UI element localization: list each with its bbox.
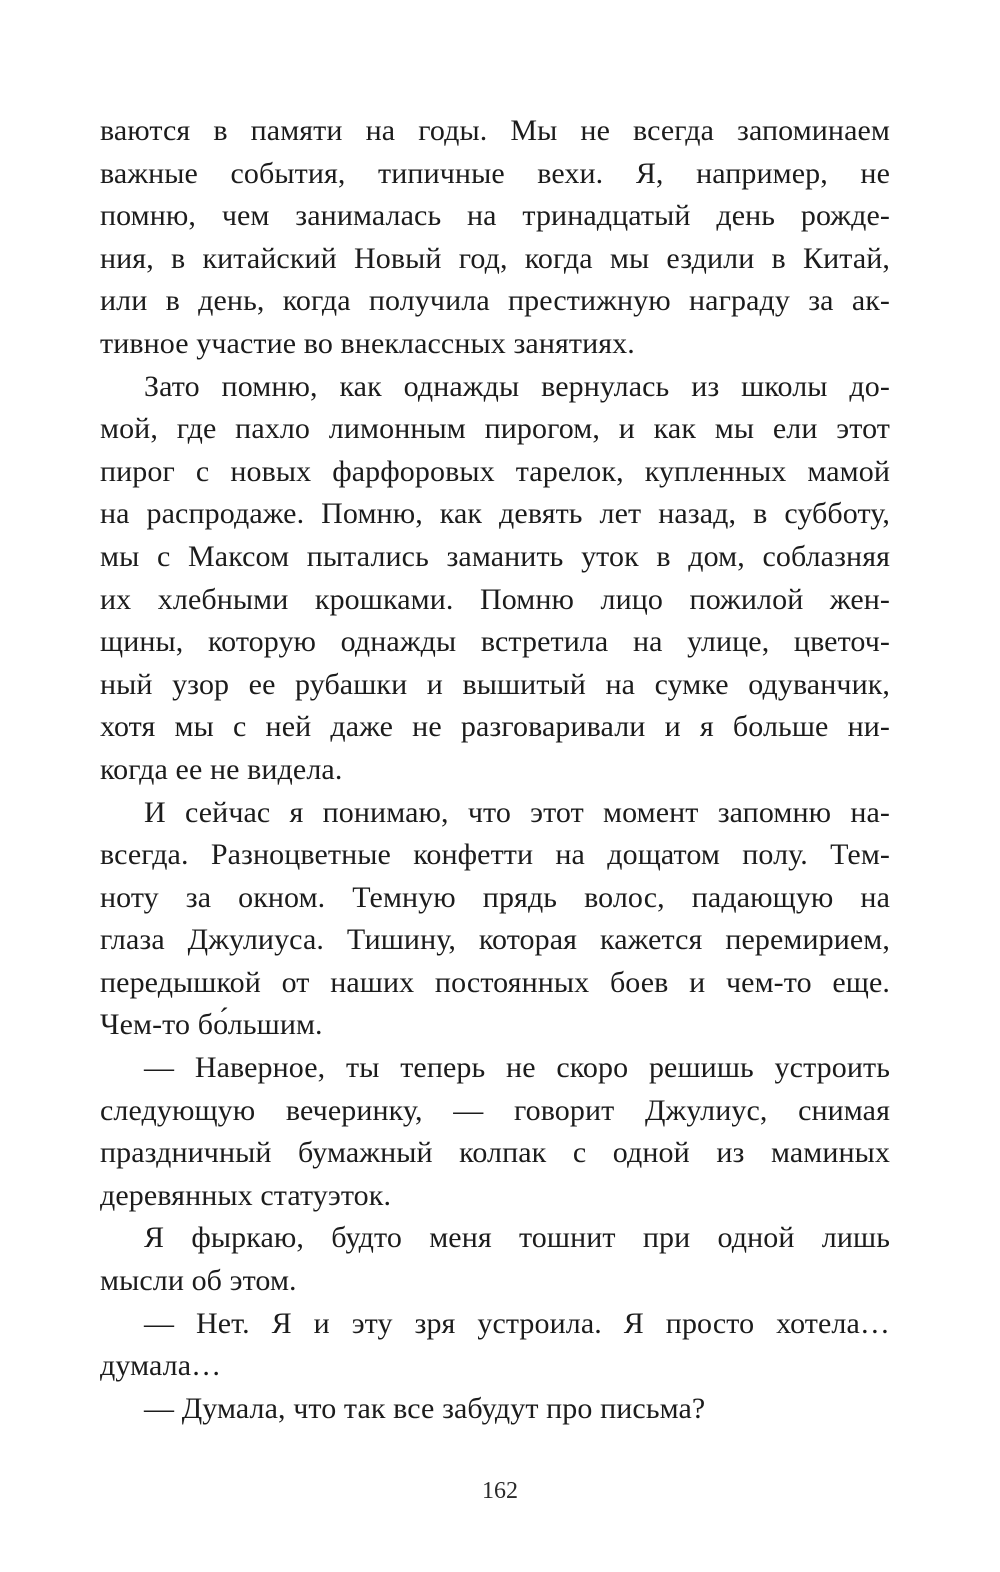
text-line: хотя мы с ней даже не разговаривали и я больше ни- [100,710,890,744]
page-number: 162 [482,1478,518,1504]
text-line: на распродаже. Помню, как девять лет назад, в субботу, [100,497,890,531]
text-line: — Нет. Я и эту зря устроила. Я просто хотела… [144,1306,890,1340]
text-line: щины, которую однажды встретила на улице, цветоч- [100,625,890,659]
text-line: тивное участие во внеклассных занятиях. [100,326,635,360]
text-line: ния, в китайский Новый год, когда мы ездили в Китай, [100,241,890,275]
text-line: важные события, типичные вехи. Я, например, не [100,156,890,190]
text-line: мы с Максом пытались заманить уток в дом, соблазняя [100,539,890,573]
text-line: ваются в памяти на годы. Мы не всегда запоминаем [100,114,890,147]
page-body-text [100,110,890,1430]
text-line: И сейчас я понимаю, что этот момент запомню на- [144,795,890,829]
text-line: передышкой от наших постоянных боев и чем-то еще. [100,965,890,999]
text-line: Зато помню, как однажды вернулась из школы до- [144,369,890,403]
text-line: деревянных статуэток. [100,1178,392,1212]
text-line: Чем-то бо́льшим. [100,1008,323,1042]
text-line: пирог с новых фарфоровых тарелок, купленных мамой [100,454,890,488]
text-line: праздничный бумажный колпак с одной из маминых [100,1136,890,1170]
text-line: когда ее не видела. [100,752,343,786]
text-line: Я фыркаю, будто меня тошнит при одной лишь [144,1221,890,1255]
text-line: мысли об этом. [100,1264,297,1298]
text-line: или в день, когда получила престижную награду за ак- [100,284,890,318]
text-line: мой, где пахло лимонным пирогом, и как мы ели этот [100,412,890,446]
text-line: глаза Джулиуса. Тишину, которая кажется перемирием, [100,923,890,957]
text-line: всегда. Разноцветные конфетти на дощатом полу. Тем- [100,838,890,872]
text-line: следующую вечеринку, — говорит Джулиус, снимая [100,1093,890,1127]
text-line: ный узор ее рубашки и вышитый на сумке одуванчик, [100,667,890,701]
text-line: их хлебными крошками. Помню лицо пожилой жен- [100,582,890,616]
text-line: помню, чем занималась на тринадцатый день рожде- [100,199,890,233]
text-line: — Наверное, ты теперь не скоро решишь устроить [144,1051,890,1085]
text-line: думала… [100,1349,222,1383]
text-line: — Думала, что так все забудут про письма? [144,1391,706,1425]
text-line: ноту за окном. Темную прядь волос, падающую на [100,880,890,914]
